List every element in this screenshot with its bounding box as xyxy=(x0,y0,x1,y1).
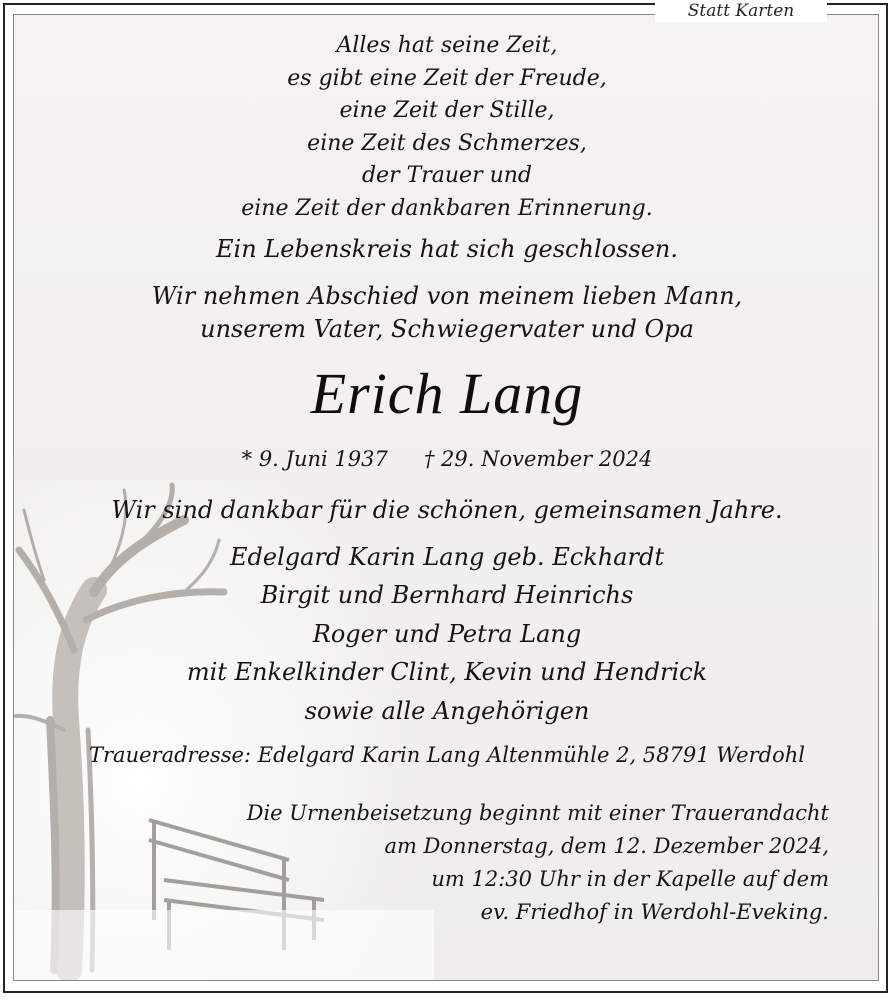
mourning-address: Traueradresse: Edelgard Karin Lang Altenmühle 2, 58791 Werdohl xyxy=(89,743,805,767)
poem-line: eine Zeit des Schmerzes, xyxy=(307,130,587,156)
family-list xyxy=(14,538,880,730)
poem xyxy=(14,30,880,226)
thanks-line: Wir sind dankbar für die schönen, gemeinsamen Jahre. xyxy=(111,496,783,524)
farewell-line: unserem Vater, Schwiegervater und Opa xyxy=(200,315,694,343)
death-date: † 29. November 2024 xyxy=(423,447,653,471)
statt-karten-label: Statt Karten xyxy=(655,0,827,22)
poem-line: eine Zeit der Stille, xyxy=(339,98,555,124)
service-line: am Donnerstag, dem 12. Dezember 2024, xyxy=(384,834,829,858)
service-line: ev. Friedhof in Werdohl-Eveking. xyxy=(480,900,829,924)
poem-line: eine Zeit der dankbaren Erinnerung. xyxy=(241,195,653,221)
family-member: Birgit und Bernhard Heinrichs xyxy=(260,581,634,610)
farewell-line: Wir nehmen Abschied von meinem lieben Mann, xyxy=(151,282,743,310)
service-info xyxy=(247,797,829,929)
family-member: Roger und Petra Lang xyxy=(312,619,582,648)
service-line: um 12:30 Uhr in der Kapelle auf dem xyxy=(431,867,829,891)
deceased-name: Erich Lang xyxy=(310,361,584,426)
circle-line: Ein Lebenskreis hat sich geschlossen. xyxy=(216,235,678,263)
family-member: sowie alle Angehörigen xyxy=(304,696,590,725)
life-dates xyxy=(14,444,880,474)
poem-line: es gibt eine Zeit der Freude, xyxy=(287,65,607,91)
farewell-text xyxy=(14,280,880,346)
birth-date: * 9. Juni 1937 xyxy=(241,447,388,471)
family-member: mit Enkelkinder Clint, Kevin und Hendrick xyxy=(186,658,708,687)
poem-line: der Trauer und xyxy=(361,163,533,189)
poem-line: Alles hat seine Zeit, xyxy=(336,33,558,58)
service-line: Die Urnenbeisetzung beginnt mit einer Trauerandacht xyxy=(246,801,829,825)
family-member: Edelgard Karin Lang geb. Eckhardt xyxy=(229,543,664,571)
